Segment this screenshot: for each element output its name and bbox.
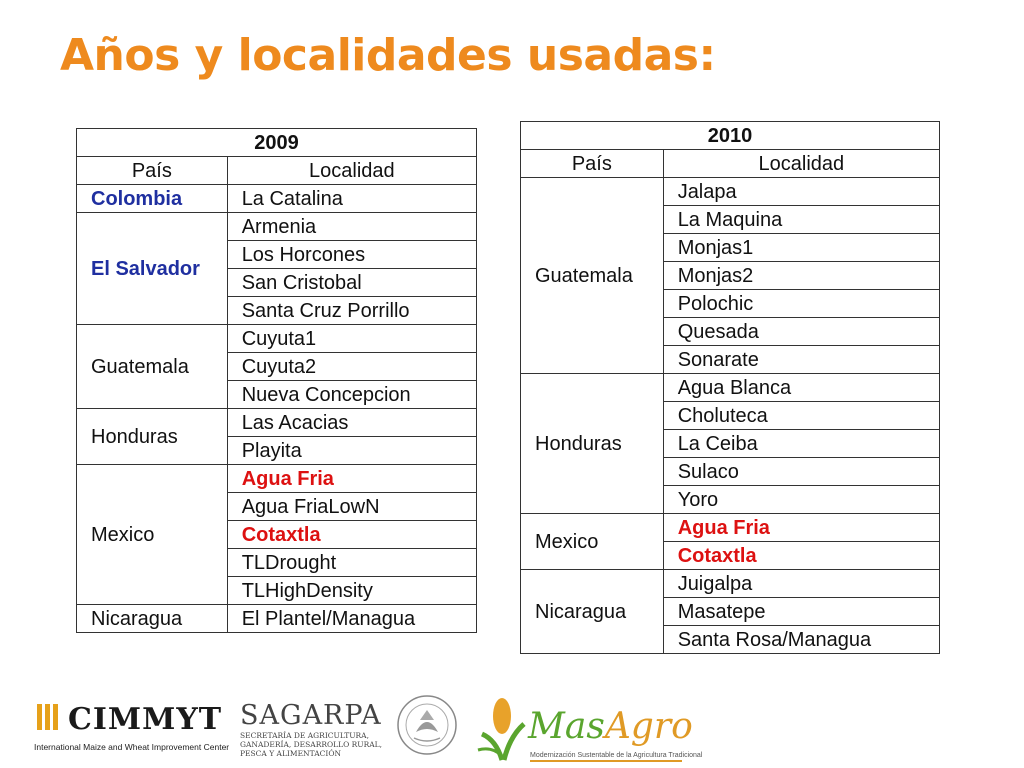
locality-cell: Choluteca (663, 402, 939, 430)
sagarpa-subtitle-3: PESCA Y ALIMENTACIÓN (240, 749, 342, 758)
masagro-word-agro: Agro (604, 706, 693, 747)
column-header-locality: Localidad (663, 150, 939, 178)
column-header-row (521, 150, 940, 178)
locality-cell: La Catalina (227, 185, 476, 213)
locality-cell: Los Horcones (227, 241, 476, 269)
locality-cell: TLHighDensity (227, 577, 476, 605)
locality-cell: Cuyuta2 (227, 353, 476, 381)
table-row (77, 325, 477, 353)
country-cell: Nicaragua (521, 570, 664, 654)
locality-cell: Jalapa (663, 178, 939, 206)
column-header-row (77, 157, 477, 185)
country-cell: Mexico (77, 465, 228, 605)
column-header-locality: Localidad (227, 157, 476, 185)
sagarpa-subtitle-1: SECRETARÍA DE AGRICULTURA, (240, 731, 369, 740)
table-row (77, 465, 477, 493)
locality-cell: Santa Rosa/Managua (663, 626, 939, 654)
country-cell: Honduras (77, 409, 228, 465)
locality-cell: Nueva Concepcion (227, 381, 476, 409)
locality-cell: Agua Blanca (663, 374, 939, 402)
cimmyt-wordmark: CIMMYT (68, 702, 223, 737)
locality-cell: Quesada (663, 318, 939, 346)
sagarpa-wordmark: SAGARPA (240, 700, 382, 731)
locality-cell: Agua FriaLowN (227, 493, 476, 521)
table-row (521, 514, 940, 542)
masagro-word-mas: Mas (528, 706, 605, 747)
locality-cell: El Plantel/Managua (227, 605, 476, 633)
table-2009 (76, 128, 477, 633)
column-header-country: País (77, 157, 228, 185)
locality-cell: Monjas1 (663, 234, 939, 262)
locality-cell: Yoro (663, 486, 939, 514)
sagarpa-logo (240, 700, 383, 758)
year-row (77, 129, 477, 157)
locality-cell: Cotaxtla (227, 521, 476, 549)
table-row (77, 605, 477, 633)
masagro-underline (530, 760, 682, 762)
table-row (77, 409, 477, 437)
country-cell: Nicaragua (77, 605, 228, 633)
year-header: 2009 (77, 129, 477, 157)
slide-title: Años y localidades usadas: (60, 30, 716, 81)
locality-cell: Sonarate (663, 346, 939, 374)
table-row (77, 185, 477, 213)
column-header-country: País (521, 150, 664, 178)
country-cell: Colombia (77, 185, 228, 213)
country-cell: Guatemala (521, 178, 664, 374)
cimmyt-subtitle: International Maize and Wheat Improvement Center (34, 742, 230, 752)
corn-icon (476, 694, 532, 764)
wheat-icon (34, 700, 64, 736)
locality-cell: La Maquina (663, 206, 939, 234)
locality-cell: Santa Cruz Porrillo (227, 297, 476, 325)
locality-cell: Agua Fria (227, 465, 476, 493)
country-cell: Mexico (521, 514, 664, 570)
sagarpa-subtitle-2: GANADERÍA, DESARROLLO RURAL, (240, 740, 383, 749)
mexico-seal-icon (396, 694, 458, 756)
year-row (521, 122, 940, 150)
locality-cell: Juigalpa (663, 570, 939, 598)
country-cell: El Salvador (77, 213, 228, 325)
table-2010-body (521, 122, 940, 654)
table-row (521, 570, 940, 598)
table-2009-body (77, 129, 477, 633)
table-row (77, 213, 477, 241)
locality-cell: Agua Fria (663, 514, 939, 542)
locality-cell: Cuyuta1 (227, 325, 476, 353)
year-header: 2010 (521, 122, 940, 150)
locality-cell: Playita (227, 437, 476, 465)
locality-cell: Las Acacias (227, 409, 476, 437)
locality-cell: Sulaco (663, 458, 939, 486)
locality-cell: Polochic (663, 290, 939, 318)
locality-cell: San Cristobal (227, 269, 476, 297)
locality-cell: Cotaxtla (663, 542, 939, 570)
locality-cell: TLDrought (227, 549, 476, 577)
masagro-subtitle: Modernización Sustentable de la Agricultura Tradicional (530, 752, 703, 759)
locality-cell: Monjas2 (663, 262, 939, 290)
locality-cell: Armenia (227, 213, 476, 241)
footer-logos (0, 680, 1024, 768)
country-cell: Honduras (521, 374, 664, 514)
table-row (521, 374, 940, 402)
country-cell: Guatemala (77, 325, 228, 409)
table-2010 (520, 121, 940, 654)
table-row (521, 178, 940, 206)
locality-cell: La Ceiba (663, 430, 939, 458)
locality-cell: Masatepe (663, 598, 939, 626)
masagro-wordmark (528, 706, 693, 747)
